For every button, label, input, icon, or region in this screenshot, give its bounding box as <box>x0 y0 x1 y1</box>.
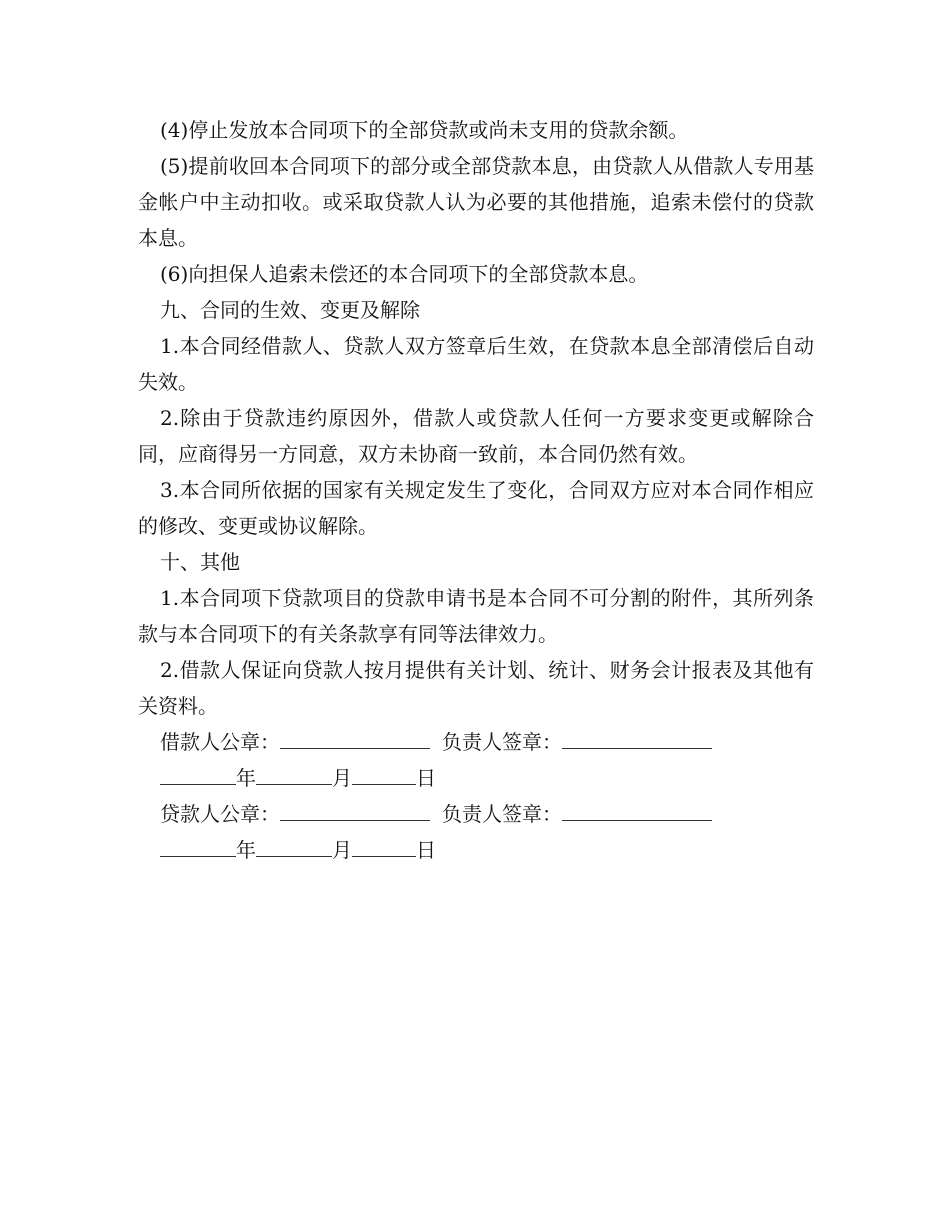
borrower-date-line <box>138 760 814 796</box>
lender-signature-line <box>138 796 814 832</box>
borrower-seal-field[interactable] <box>280 724 430 749</box>
clause-4: (4)停止发放本合同项下的全部贷款或尚未支用的贷款余额。 <box>160 118 689 142</box>
section-heading-9: 九、合同的生效、变更及解除 <box>160 298 420 322</box>
lender-seal-label: 贷款人公章： <box>160 802 280 826</box>
clause-6: (6)向担保人追索未偿还的本合同项下的全部贷款本息。 <box>160 262 649 286</box>
clause-5: (5)提前收回本合同项下的部分或全部贷款本息，由贷款人从借款人专用基金帐户中主动扣收。或采取贷款人认为必要的其他措施，追索未偿付的贷款本息。 <box>138 154 814 250</box>
lender-year-label: 年 <box>236 838 256 862</box>
borrower-day-field[interactable] <box>352 760 416 785</box>
document-page <box>138 112 814 868</box>
lender-day-label: 日 <box>416 838 436 862</box>
clause-9-3: 3.本合同所依据的国家有关规定发生了变化，合同双方应对本合同作相应的修改、变更或协议解除。 <box>138 478 814 538</box>
section-heading-10: 十、其他 <box>160 550 240 574</box>
borrower-month-field[interactable] <box>256 760 332 785</box>
lender-day-field[interactable] <box>352 832 416 857</box>
lender-date-line <box>138 832 814 868</box>
lender-year-field[interactable] <box>160 832 236 857</box>
borrower-seal-label: 借款人公章： <box>160 730 280 754</box>
borrower-month-label: 月 <box>332 766 352 790</box>
lender-month-field[interactable] <box>256 832 332 857</box>
borrower-signature-line <box>138 724 814 760</box>
borrower-sign-label: 负责人签章： <box>442 730 562 754</box>
borrower-sign-field[interactable] <box>562 724 712 749</box>
lender-sign-label: 负责人签章： <box>442 802 562 826</box>
clause-9-2: 2.除由于贷款违约原因外，借款人或贷款人任何一方要求变更或解除合同，应商得另一方同意，双方未协商一致前，本合同仍然有效。 <box>138 406 814 466</box>
lender-month-label: 月 <box>332 838 352 862</box>
borrower-day-label: 日 <box>416 766 436 790</box>
borrower-year-label: 年 <box>236 766 256 790</box>
lender-seal-field[interactable] <box>280 796 430 821</box>
lender-sign-field[interactable] <box>562 796 712 821</box>
clause-10-1: 1.本合同项下贷款项目的贷款申请书是本合同不可分割的附件，其所列条款与本合同项下的有关条款享有同等法律效力。 <box>138 586 814 646</box>
clause-10-2: 2.借款人保证向贷款人按月提供有关计划、统计、财务会计报表及其他有关资料。 <box>138 658 814 718</box>
clause-9-1: 1.本合同经借款人、贷款人双方签章后生效，在贷款本息全部清偿后自动失效。 <box>138 334 814 394</box>
borrower-year-field[interactable] <box>160 760 236 785</box>
